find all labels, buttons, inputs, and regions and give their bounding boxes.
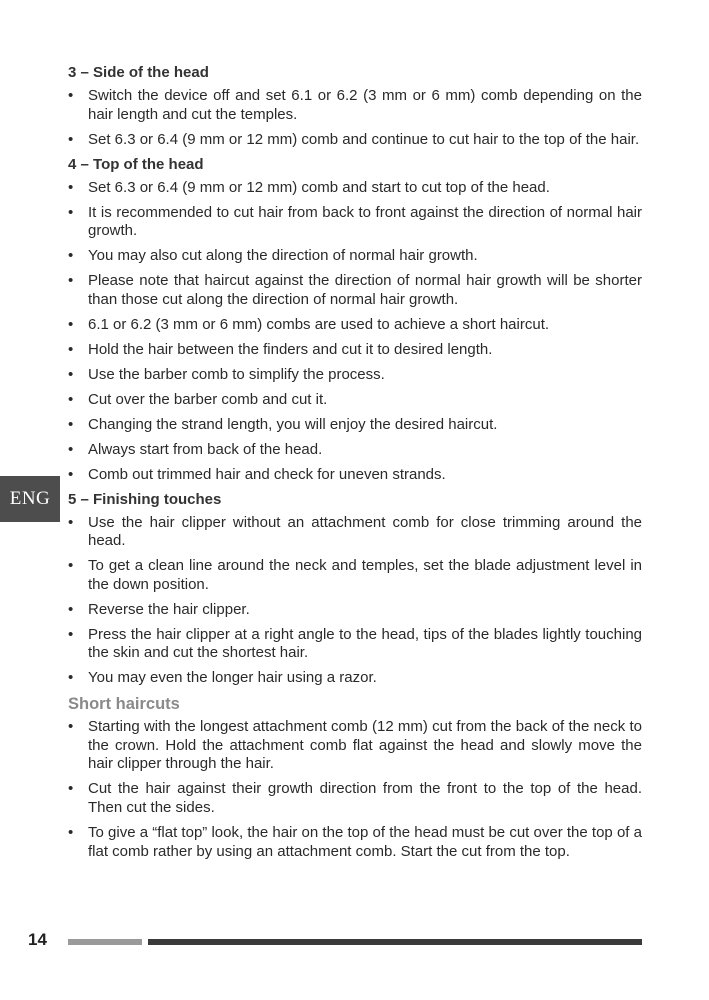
list-item [68, 366, 642, 385]
list-item [68, 391, 642, 410]
list-item [68, 416, 642, 435]
bullet-icon: • [68, 272, 74, 290]
section-heading-side: 3 – Side of the head [68, 64, 209, 81]
bullet-icon: • [68, 340, 74, 358]
manual-content [68, 64, 642, 868]
list-item-text: Comb out trimmed hair and check for uneven strands. [88, 465, 446, 483]
bullet-icon: • [68, 315, 74, 333]
list-item [68, 780, 642, 817]
section-heading-top: 4 – Top of the head [68, 155, 204, 173]
bullet-icon: • [68, 247, 74, 265]
bullet-list-top [68, 179, 642, 485]
list-item [68, 824, 642, 861]
list-item [68, 204, 642, 241]
list-item-text: Starting with the longest attachment comb (12 mm) cut from the back of the neck to the crown. Hold the attachment comb flat against the head and slowly move the hair clipper through the hair. [88, 718, 642, 773]
bullet-icon: • [68, 440, 74, 458]
bullet-icon: • [68, 203, 74, 221]
list-item [68, 514, 642, 551]
list-item-text: Changing the strand length, you will enjoy the desired haircut. [88, 415, 498, 433]
section-title-short-haircuts: Short haircuts [68, 695, 180, 714]
list-item [68, 669, 642, 688]
list-item [68, 131, 642, 150]
list-item [68, 626, 642, 663]
page-number: 14 [28, 930, 47, 949]
list-item [68, 247, 642, 266]
list-item [68, 718, 642, 774]
list-item-text: Use the barber comb to simplify the process. [88, 365, 385, 383]
list-item-text: Reverse the hair clipper. [88, 600, 250, 618]
list-item [68, 601, 642, 620]
list-item-text: You may also cut along the direction of normal hair growth. [88, 247, 478, 265]
list-item-text: Cut over the barber comb and cut it. [88, 390, 328, 408]
bullet-icon: • [68, 178, 74, 196]
list-item [68, 179, 642, 198]
list-item-text: Switch the device off and set 6.1 or 6.2 (3 mm or 6 mm) comb depending on the hair length and cut the temples. [88, 87, 642, 123]
list-item [68, 557, 642, 594]
bullet-icon: • [68, 718, 74, 736]
list-item [68, 441, 642, 460]
bullet-icon: • [68, 625, 74, 643]
list-item-text: Use the hair clipper without an attachment comb for close trimming around the head. [88, 513, 642, 550]
bullet-list-finishing [68, 514, 642, 688]
list-item [68, 272, 642, 309]
bullet-list-short [68, 718, 642, 861]
bullet-icon: • [68, 415, 74, 433]
bullet-icon: • [68, 557, 74, 575]
bullet-icon: • [68, 390, 74, 408]
language-tab [0, 476, 60, 522]
list-item-text: Press the hair clipper at a right angle to the head, tips of the blades lightly touching the skin and cut the shortest hair. [88, 625, 642, 662]
bullet-icon: • [68, 600, 74, 618]
bullet-icon: • [68, 824, 74, 842]
bullet-icon: • [68, 513, 74, 531]
bullet-icon: • [68, 130, 74, 148]
list-item-text: 6.1 or 6.2 (3 mm or 6 mm) combs are used to achieve a short haircut. [88, 315, 550, 333]
list-item-text: Hold the hair between the finders and cut it to desired length. [88, 340, 493, 358]
list-item [68, 466, 642, 485]
bullet-icon: • [68, 87, 74, 104]
bullet-icon: • [68, 669, 74, 687]
bullet-list-side [68, 87, 642, 149]
list-item-text: Cut the hair against their growth direction from the front to the top of the head. Then cut the sides. [88, 780, 642, 817]
list-item-text: To give a “flat top” look, the hair on the top of the head must be cut over the top of a flat comb rather by using an attachment comb. Start the cut from the top. [88, 824, 642, 860]
list-item [68, 87, 642, 124]
list-item-text: To get a clean line around the neck and temples, set the blade adjustment level in the down position. [88, 557, 642, 593]
list-item [68, 316, 642, 335]
list-item-text: Set 6.3 or 6.4 (9 mm or 12 mm) comb and start to cut top of the head. [88, 178, 550, 196]
list-item-text: It is recommended to cut hair from back to front against the direction of normal hair growth. [88, 203, 642, 240]
list-item [68, 341, 642, 360]
section-heading-finishing: 5 – Finishing touches [68, 490, 222, 508]
footer-rule-dark [148, 939, 642, 945]
list-item-text: Set 6.3 or 6.4 (9 mm or 12 mm) comb and continue to cut hair to the top of the hair. [88, 130, 640, 148]
language-tab-label: ENG [9, 488, 51, 509]
bullet-icon: • [68, 780, 74, 798]
list-item-text: Please note that haircut against the direction of normal hair growth will be shorter than those cut along the direction of normal hair growth. [88, 272, 642, 308]
footer-rule-light [68, 939, 142, 945]
list-item-text: You may even the longer hair using a razor. [88, 669, 377, 687]
list-item-text: Always start from back of the head. [88, 440, 323, 458]
bullet-icon: • [68, 465, 74, 483]
page-footer [28, 930, 644, 952]
bullet-icon: • [68, 365, 74, 383]
